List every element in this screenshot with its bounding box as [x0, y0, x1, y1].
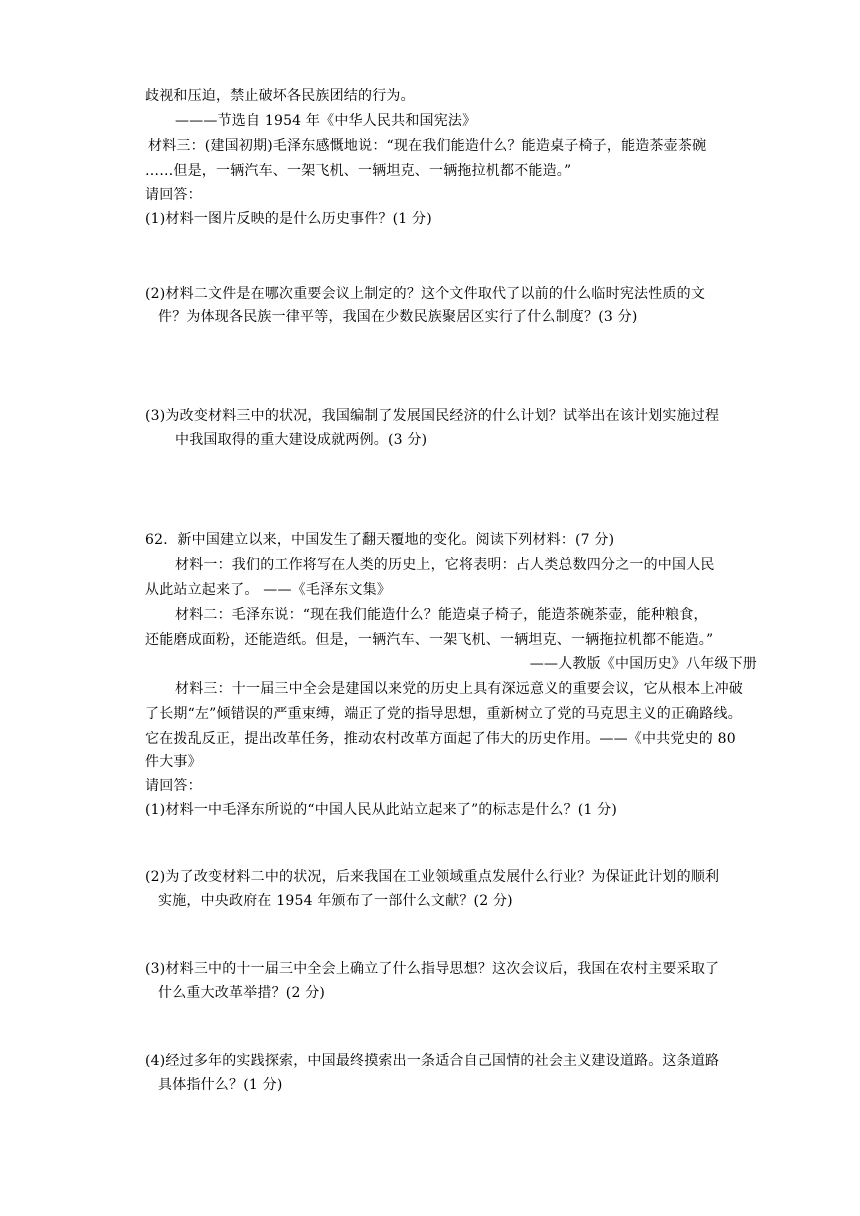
material-two-line: 材料二：毛泽东说：“现在我们能造什么？能造桌子椅子，能造茶碗茶壶，能种粮食， — [175, 607, 708, 623]
question-1: (1)材料一中毛泽东所说的“中国人民从此站立起来了”的标志是什么？(1 分) — [145, 802, 618, 818]
material-three-line: 了长期“左”倾错误的严重束缚，端正了党的指导思想，重新树立了党的马克思主义的正确路线。 — [145, 706, 742, 722]
material-three-line: 它在拨乱反正，提出改革任务，推动农村改革方面起了伟大的历史作用。——《中共党史的 80 — [145, 731, 736, 747]
question-4-continuation: 具体指什么？(1 分) — [158, 1077, 283, 1093]
question-1: (1)材料一图片反映的是什么历史事件？(1 分) — [145, 211, 432, 227]
question-4: (4)经过多年的实践探索，中国最终摸索出一条适合自己国情的社会主义建设道路。这条道路 — [145, 1053, 720, 1069]
material-three-line: 件大事》 — [145, 754, 202, 770]
question-3: (3)材料三中的十一届三中全会上确立了什么指导思想？这次会议后，我国在农村主要采取了 — [145, 961, 720, 977]
question-2: (2)为了改变材料二中的状况，后来我国在工业领域重点发展什么行业？为保证此计划的顺利 — [145, 869, 720, 885]
material-one-line: 从此站立起来了。 ——《毛泽东文集》 — [145, 582, 392, 598]
question-2: (2)材料二文件是在哪次重要会议上制定的？这个文件取代了以前的什么临时宪法性质的文 — [145, 286, 706, 302]
question-62-header: 62．新中国建立以来，中国发生了翻天覆地的变化。阅读下列材料：(7 分) — [145, 532, 615, 548]
material-three-line: ……但是，一辆汽车、一架飞机、一辆坦克、一辆拖拉机都不能造。” — [145, 163, 572, 179]
material-three-line: 材料三：十一届三中全会是建国以来党的历史上具有深远意义的重要会议，它从根本上冲破 — [175, 681, 743, 697]
material-two-source: ——人教版《中国历史》八年级下册 — [529, 656, 757, 672]
material-three-line: 材料三：(建国初期)毛泽东感慨地说：“现在我们能造什么？能造桌子椅子，能造茶壶茶碗 — [148, 138, 707, 154]
question-3: (3)为改变材料三中的状况，我国编制了发展国民经济的什么计划？试举出在该计划实施过程 — [145, 408, 720, 424]
question-3-continuation: 什么重大改革举措？(2 分) — [158, 985, 326, 1001]
question-3-continuation: 中我国取得的重大建设成就两例。(3 分) — [175, 432, 428, 448]
answer-prompt: 请回答： — [145, 187, 202, 203]
material-two-source: ———节选自 1954 年《中华人民共和国宪法》 — [175, 113, 477, 129]
material-two-line: 还能磨成面粉，还能造纸。但是，一辆汽车、一架飞机、一辆坦克、一辆拖拉机都不能造。” — [145, 632, 714, 648]
material-one-line: 材料一：我们的工作将写在人类的历史上，它将表明：占人类总数四分之一的中国人民 — [175, 557, 715, 573]
question-2-continuation: 件？为体现各民族一律平等，我国在少数民族聚居区实行了什么制度？(3 分) — [158, 309, 638, 325]
material-two-continuation: 歧视和压迫，禁止破坏各民族团结的行为。 — [145, 88, 415, 104]
question-2-continuation: 实施，中央政府在 1954 年颁布了一部什么文献？(2 分) — [158, 893, 513, 909]
answer-prompt: 请回答： — [145, 778, 202, 794]
